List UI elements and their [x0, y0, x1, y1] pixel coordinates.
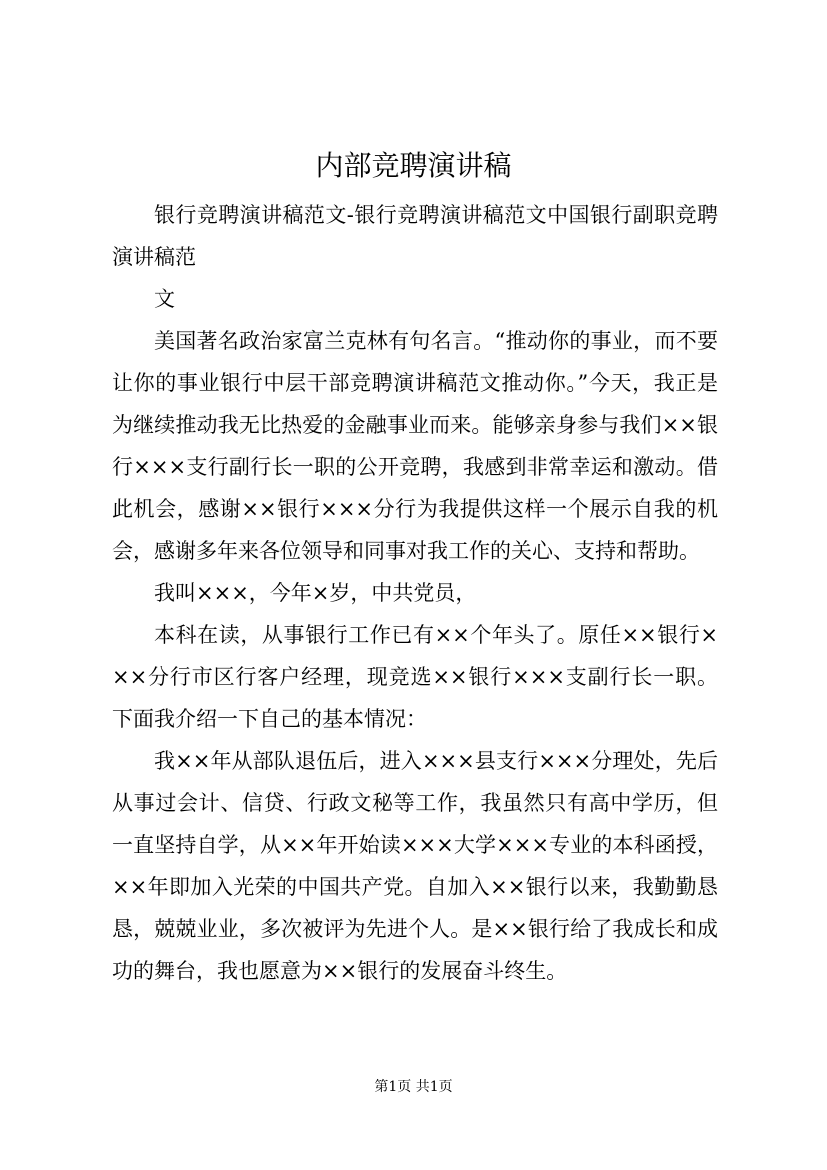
paragraph-intro: 银行竞聘演讲稿范文-银行竞聘演讲稿范文中国银行副职竞聘演讲稿范 — [112, 203, 718, 269]
paragraph-education: 本科在读，从事银行工作已有××个年头了。原任××银行×××分行市区行客户经理，现竞选××银行×××支副行长一职。下面我介绍一下自己的基本情况： — [112, 623, 718, 731]
page-number-footer: 第1页 共1页 — [374, 1079, 453, 1095]
paragraph-experience: 我××年从部队退伍后，进入×××县支行×××分理处，先后从事过会计、信贷、行政文秘等工作，我虽然只有高中学历，但一直坚持自学，从××年开始读×××大学×××专业的本科函授，××年即加入光荣的中国共产党。自加入××银行以来，我勤勤恳恳，兢兢业业，多次被评为先进个人。是××银行给了我成长和成功的舞台，我也愿意为××银行的发展奋斗终生。 — [112, 749, 718, 983]
document-title: 内部竞聘演讲稿 — [315, 149, 512, 182]
document-body — [112, 194, 718, 992]
paragraph-intro-continued: 文 — [154, 287, 175, 311]
paragraph-quote: 美国著名政治家富兰克林有句名言。“推动你的事业，而不要让你的事业银行中层干部竞聘演讲稿范文推动你。”今天，我正是为继续推动我无比热爱的金融事业而来。能够亲身参与我们××银行×××支行副行长一职的公开竞聘，我感到非常幸运和激动。借此机会，感谢××银行×××分行为我提供这样一个展示自我的机会，感谢多年来各位领导和同事对我工作的关心、支持和帮助。 — [112, 329, 718, 563]
paragraph-self-introduction: 我叫×××，今年×岁，中共党员， — [154, 581, 477, 605]
